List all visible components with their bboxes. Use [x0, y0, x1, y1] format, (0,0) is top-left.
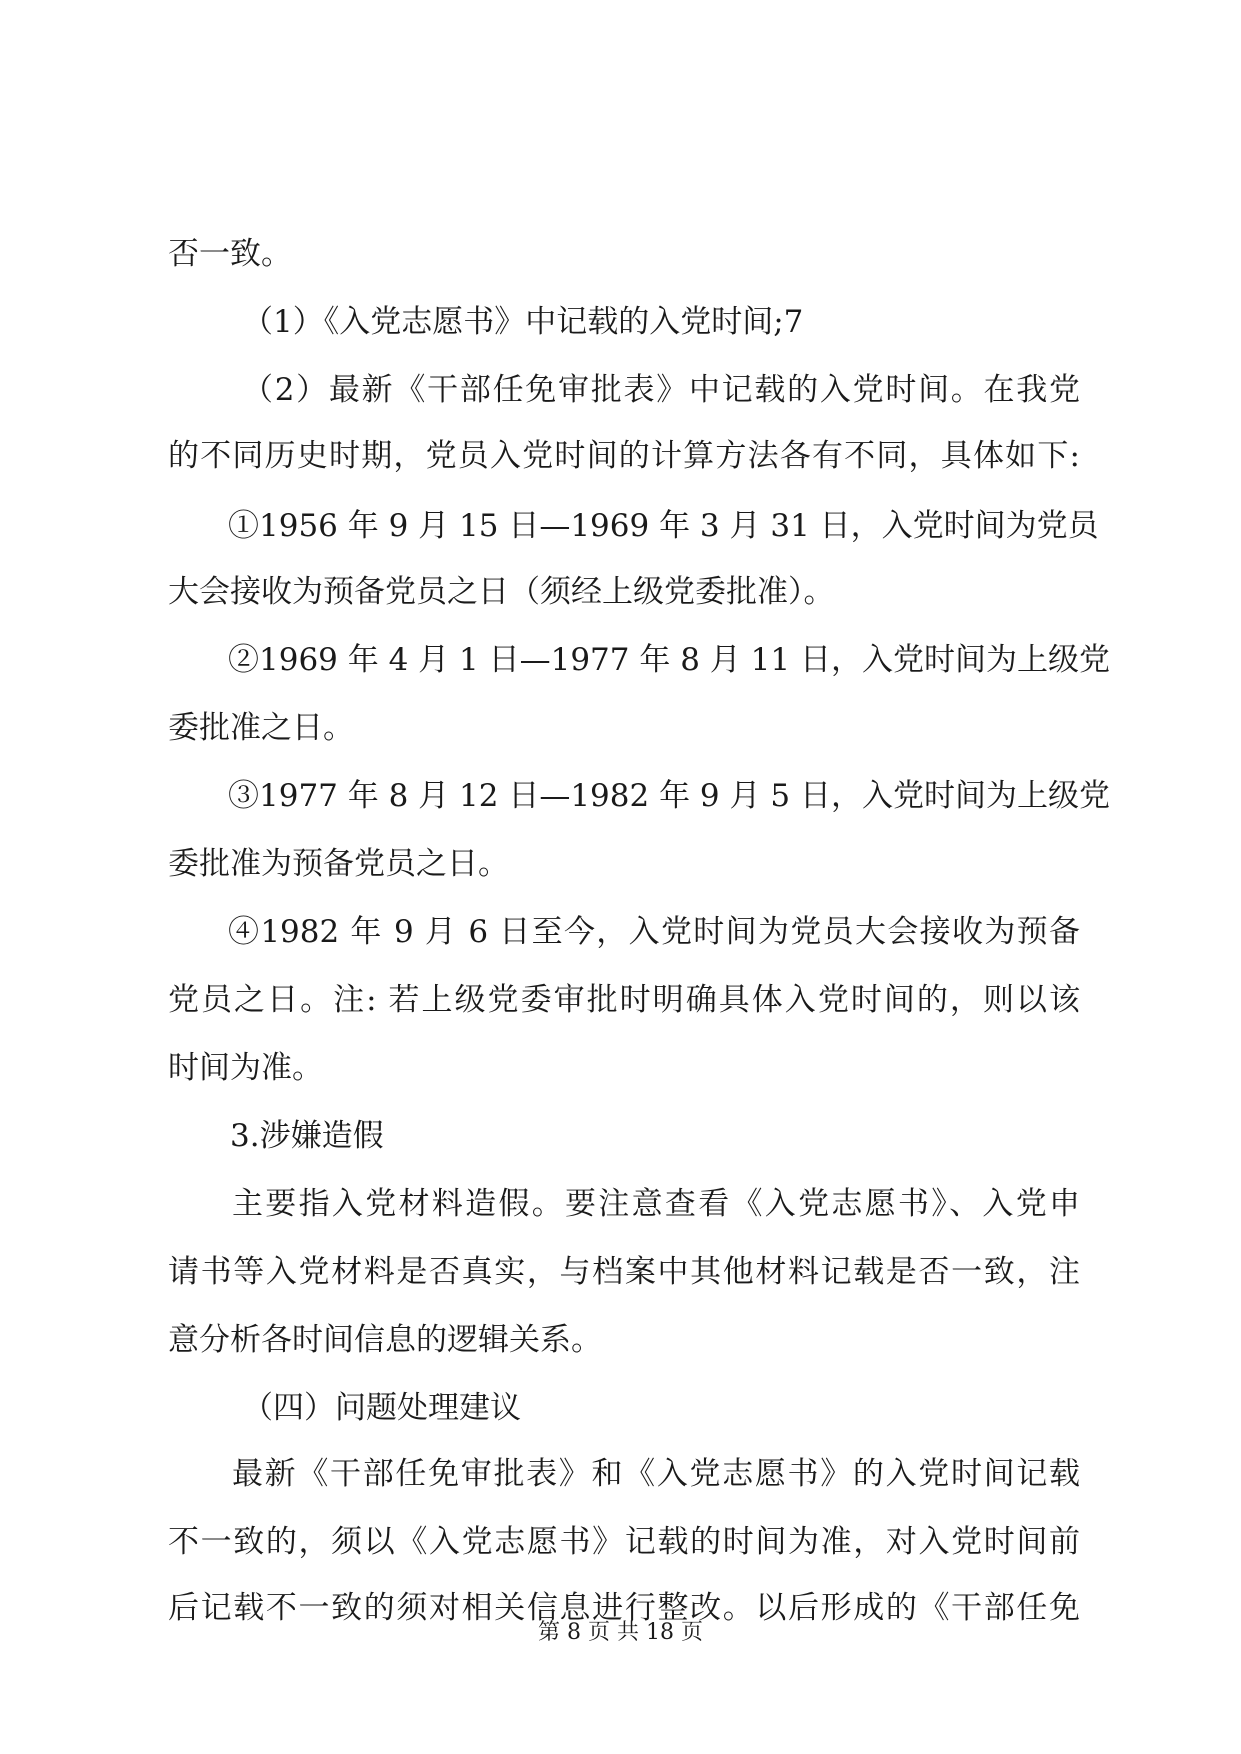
text-line: [228, 912, 1080, 952]
page-number-footer: [0, 1618, 1241, 1648]
line-text: 的不同历史时期，党员入党时间的计算方法各有不同，具体如下:: [168, 438, 1080, 474]
line-text: 不一致的，须以《入党志愿书》记载的时间为准，对入党时间前: [168, 1524, 1080, 1560]
text-line: [232, 1184, 1080, 1224]
line-text: 主要指入党材料造假。要注意查看《入党志愿书》、入党申: [232, 1186, 1080, 1222]
line-text: 委批准为预备党员之日。: [168, 846, 509, 882]
line-text: 否一致。: [168, 236, 292, 272]
line-text: 时间为准。: [168, 1050, 323, 1086]
line-text: 最新《干部任免审批表》和《入党志愿书》的入党时间记载: [232, 1456, 1080, 1492]
section-heading: [242, 1388, 521, 1428]
line-text: ②1969 年 4 月 1 日—1977 年 8 月 11 日，入党时间为上级党: [228, 642, 1110, 678]
text-line: [168, 844, 509, 884]
line-text: 大会接收为预备党员之日（须经上级党委批准）。: [168, 574, 835, 610]
line-text: ③1977 年 8 月 12 日—1982 年 9 月 5 日，入党时间为上级党: [228, 778, 1110, 814]
line-text: 意分析各时间信息的逻辑关系。: [168, 1322, 602, 1358]
line-text: 党员之日。注: 若上级党委审批时明确具体入党时间的，则以该: [168, 982, 1080, 1018]
text-line: [168, 234, 292, 274]
text-line: [232, 1454, 1080, 1494]
text-line: [168, 436, 1080, 476]
line-text: ④1982 年 9 月 6 日至今，入党时间为党员大会接收为预备: [228, 914, 1080, 950]
line-text: 请书等入党材料是否真实，与档案中其他材料记载是否一致，注: [168, 1254, 1080, 1290]
section-heading: [230, 1116, 384, 1156]
text-line: [168, 572, 835, 612]
text-line: [168, 1522, 1080, 1562]
text-line: [168, 1320, 602, 1360]
text-line: [228, 776, 1110, 816]
line-text: 后记载不一致的须对相关信息进行整改。以后形成的《干部任免: [168, 1590, 1080, 1626]
page-number-label: 第 8 页 共 18 页: [538, 1620, 703, 1645]
text-line: [168, 980, 1080, 1020]
line-text: ①1956 年 9 月 15 日—1969 年 3 月 31 日，入党时间为党员: [228, 508, 1099, 544]
text-line: [242, 302, 803, 342]
line-text: （2）最新《干部任免审批表》中记载的入党时间。在我党: [242, 372, 1080, 408]
line-text: 委批准之日。: [168, 710, 354, 746]
line-text: （1）《入党志愿书》中记载的入党时间;7: [242, 304, 804, 340]
line-text: （四）问题处理建议: [242, 1390, 521, 1426]
text-line: [228, 506, 1099, 546]
text-line: [168, 1252, 1080, 1292]
text-line: [242, 370, 1080, 410]
line-text: 3.涉嫌造假: [230, 1118, 384, 1154]
text-line: [228, 640, 1110, 680]
text-line: [168, 1048, 323, 1088]
text-line: [168, 708, 354, 748]
